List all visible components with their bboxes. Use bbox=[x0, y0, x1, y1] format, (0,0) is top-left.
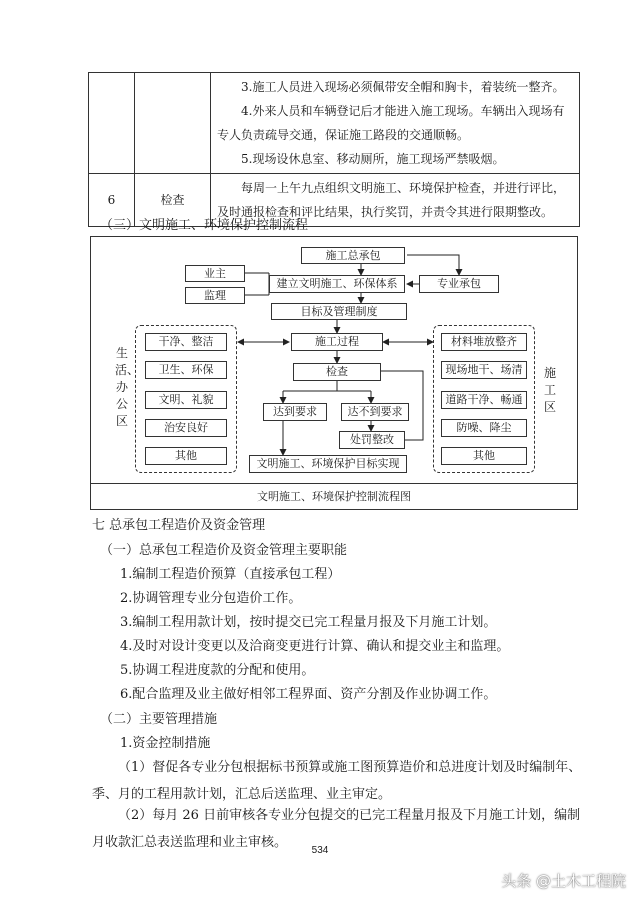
node-goals: 目标及管理制度 bbox=[271, 303, 407, 320]
requirements-table bbox=[88, 72, 580, 227]
flowchart-caption: 文明施工、环境保护控制流程图 bbox=[91, 483, 577, 509]
watermark: 头条 @土木工程院 bbox=[501, 872, 626, 890]
list-item: 1.编制工程造价预算（直接承包工程） bbox=[120, 567, 341, 582]
section-heading: （三）文明施工、环境保护控制流程 bbox=[100, 218, 309, 233]
node-penalty-rectification: 处罚整改 bbox=[339, 431, 405, 449]
table-cell-no bbox=[89, 73, 135, 174]
list-item: 3.编制工程用款计划，按时提交已完工程量月报及下月施工计划。 bbox=[120, 615, 497, 630]
node-supervisor: 监理 bbox=[185, 287, 245, 304]
list-item: 4.及时对设计变更以及洽商变更进行计算、确认和提交业主和监理。 bbox=[120, 639, 510, 654]
node-meets-requirements: 达到要求 bbox=[263, 403, 327, 421]
table-line: 4.外来人员和车辆登记后才能进入施工现场。车辆出入现场有专人负责疏导交通，保证施工路段的交通顺畅。 bbox=[217, 104, 565, 142]
paragraph: （2）每月 26 日前审核各专业分包提交的已完工程量月报及下月施工计划，编制月收款汇总表送监理和业主审核。 bbox=[92, 808, 581, 850]
section-heading: （一）总承包工程造价及资金管理主要职能 bbox=[100, 543, 348, 558]
list-item: 5.协调工程进度款的分配和使用。 bbox=[120, 663, 315, 678]
table-line: 3.施工人员进入现场必须佩带安全帽和胸卡，着装统一整齐。 bbox=[241, 80, 565, 94]
living-office-area-label: 生活、办公区 bbox=[115, 346, 140, 428]
left-item: 干净、整洁 bbox=[145, 333, 227, 351]
node-goal-achieved: 文明施工、环境保护目标实现 bbox=[249, 455, 407, 473]
table-cell-content bbox=[211, 73, 580, 174]
list-item: 2.协调管理专业分包造价工作。 bbox=[120, 591, 302, 606]
node-owner: 业主 bbox=[185, 265, 245, 282]
right-item: 其他 bbox=[441, 447, 527, 465]
page-number: 534 bbox=[311, 845, 329, 856]
construction-area-label: 施工区 bbox=[543, 366, 556, 414]
node-construction-process: 施工过程 bbox=[291, 333, 383, 351]
table-line: 5.现场设休息室、移动厕所，施工现场严禁吸烟。 bbox=[241, 152, 505, 166]
right-item: 道路干净、畅通 bbox=[441, 391, 527, 409]
right-item: 材料堆放整齐 bbox=[441, 333, 527, 351]
table-cell-name: 检查 bbox=[135, 174, 211, 227]
right-item: 现场地干、场清 bbox=[441, 361, 527, 379]
left-item: 文明、礼貌 bbox=[145, 391, 227, 409]
left-item: 治安良好 bbox=[145, 419, 227, 437]
flowchart bbox=[90, 236, 578, 510]
right-item: 防噪、降尘 bbox=[441, 419, 527, 437]
subsection-heading: 1.资金控制措施 bbox=[120, 736, 211, 751]
chapter-title: 七 总承包工程造价及资金管理 bbox=[92, 518, 266, 533]
node-system: 建立文明施工、环保体系 bbox=[269, 275, 405, 293]
section-heading: （二）主要管理措施 bbox=[100, 712, 218, 727]
left-item: 其他 bbox=[145, 447, 227, 465]
table-cell-no: 6 bbox=[89, 174, 135, 227]
left-item: 卫生、环保 bbox=[145, 361, 227, 379]
table-cell-name bbox=[135, 73, 211, 174]
node-fails-requirements: 达不到要求 bbox=[341, 403, 409, 421]
node-general-contractor: 施工总承包 bbox=[301, 247, 405, 264]
paragraph: （1）督促各专业分包根据标书预算或施工图预算造价和总进度计划及时编制年、季、月的工程用款计划，汇总后送监理、业主审定。 bbox=[92, 760, 582, 802]
node-specialty-subcontractor: 专业承包 bbox=[419, 275, 499, 293]
list-item: 6.配合监理及业主做好相邻工程界面、资产分割及作业协调工作。 bbox=[120, 687, 497, 702]
table-line: 每周一上午九点组织文明施工、环境保护检查，并进行评比，及时通报检查和评比结果，执行奖罚，并责令其进行限期整改。 bbox=[217, 181, 566, 219]
node-inspection: 检查 bbox=[293, 363, 381, 381]
table-row bbox=[89, 73, 580, 174]
